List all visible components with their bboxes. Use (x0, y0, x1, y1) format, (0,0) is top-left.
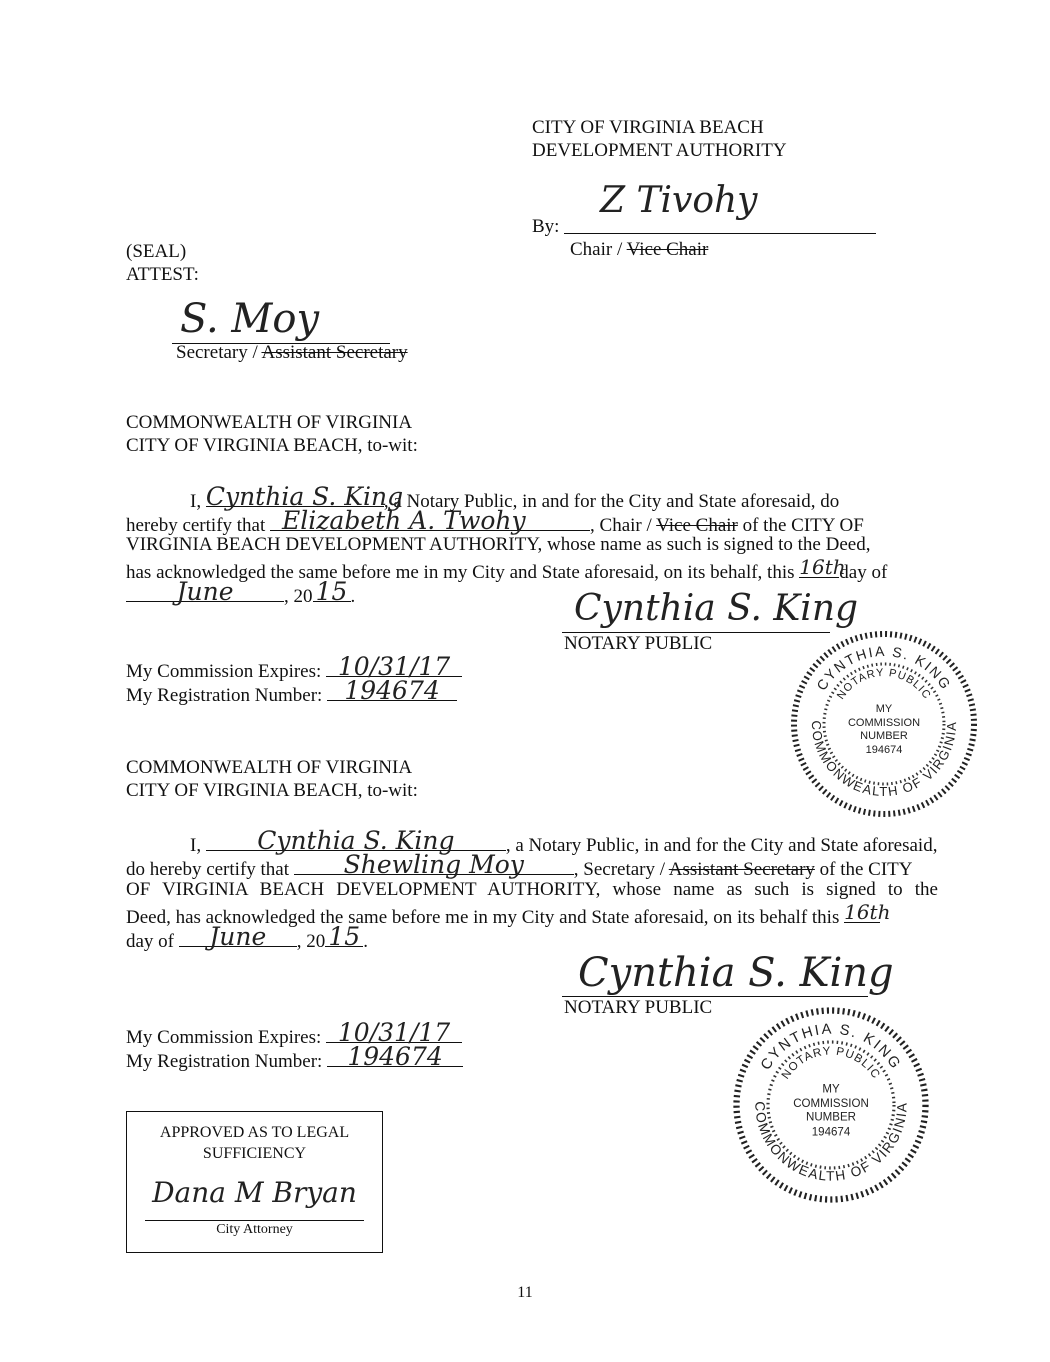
chair-title (570, 238, 708, 261)
seal1-number-label: NUMBER (860, 730, 908, 742)
ack2-day-of: day of (126, 931, 175, 952)
seal1-inner-arc: NOTARY PUBLIC (834, 666, 934, 702)
ack2-line5 (126, 922, 369, 953)
ack2-line4-text: Deed, has acknowledged the same before me in my City and State aforesaid, on its behalf this (126, 907, 840, 928)
ack1-line4-text: has acknowledged the same before me in my City and State aforesaid, on its behalf, this (126, 562, 795, 583)
ack2-commission-blank (326, 1018, 462, 1047)
ack1-text1: , a Notary Public, in and for the City and State aforesaid, do (383, 491, 840, 512)
ack2-notary-name: Cynthia S. King (257, 826, 455, 855)
seal2-my: MY (822, 1083, 840, 1096)
ack1-day: 16th (799, 555, 846, 579)
ack1-chair-text: , Chair / (590, 515, 657, 536)
seal1-commission: COMMISSION (847, 717, 921, 729)
ack1-registration-blank (327, 676, 457, 705)
ack1-of-city: of the CITY OF (737, 515, 864, 536)
ack2-commission-expires: 10/31/17 (337, 1018, 451, 1047)
ack2-notary-signature: Cynthia S. King (578, 950, 894, 996)
seal1-bottom-arc: COMMONWEALTH OF VIRGINIA (808, 720, 960, 800)
ack1-city: CITY OF VIRGINIA BEACH, to-wit: (126, 435, 418, 456)
svg-text:NOTARY PUBLIC (835, 667, 933, 702)
ack1-registration-row (126, 676, 457, 707)
secretary-title (176, 341, 408, 364)
approved-box (126, 1111, 383, 1253)
ack2-registration-number: 194674 (347, 1042, 443, 1071)
authority-name-line2: DEVELOPMENT AUTHORITY (532, 140, 787, 161)
ack2-i-label: I, (190, 835, 202, 856)
ack1-year-blank (313, 577, 351, 606)
by-label: By: (532, 216, 560, 237)
ack1-i-label: I, (190, 491, 202, 512)
ack1-registration-number: 194674 (344, 676, 440, 705)
ack1-month: June (176, 577, 234, 606)
ack2-day-blank (844, 900, 891, 924)
ack1-vice-chair-struck: Vice Chair (656, 515, 738, 536)
ack1-notary-name: Cynthia S. King (205, 482, 404, 511)
ack1-registration-label: My Registration Number: (126, 685, 323, 706)
page-number: 11 (517, 1284, 533, 1301)
ack1-year-prefix: , 20 (284, 586, 313, 607)
ack2-secretary-text: , Secretary / (573, 859, 669, 880)
ack1-day-of: day of (839, 562, 888, 583)
svg-text:NOTARY PUBLIC (780, 1045, 882, 1081)
ack1-hereby: hereby certify that (126, 515, 266, 536)
ack1-commonwealth: COMMONWEALTH OF VIRGINIA (126, 412, 413, 433)
seal1-number: 194674 (865, 744, 903, 756)
ack2-year-blank (325, 922, 363, 951)
ack2-year: 15 (328, 922, 361, 951)
ack2-registration-blank (327, 1042, 463, 1071)
notary-seal-2 (726, 1000, 936, 1210)
seal2-number-label: NUMBER (806, 1111, 856, 1124)
ack2-of-city: of the CITY (814, 859, 913, 880)
attest-label: ATTEST: (126, 264, 199, 285)
ack1-period: . (350, 586, 356, 607)
approved-line1: APPROVED AS TO LEGAL (159, 1124, 350, 1141)
seal2-bottom-arc: COMMONWEALTH OF VIRGINIA (752, 1101, 910, 1184)
ack2-asst-secretary-struck: Assistant Secretary (668, 859, 815, 880)
ack2-hereby: do hereby certify that (126, 859, 290, 880)
ack1-line5 (126, 577, 356, 608)
chair-label: Chair / (570, 239, 627, 260)
vice-chair-struck: Vice Chair (626, 239, 709, 260)
ack2-commission-label: My Commission Expires: (126, 1027, 322, 1048)
chair-signature-line (564, 233, 876, 234)
ack1-officer-name: Elizabeth A. Twohy (282, 506, 526, 535)
ack1-notary-signature: Cynthia S. King (574, 588, 859, 629)
ack2-notary-public-label: NOTARY PUBLIC (564, 997, 713, 1018)
authority-name-line1: CITY OF VIRGINIA BEACH (532, 117, 764, 138)
ack2-year-prefix: , 20 (296, 931, 326, 952)
ack2-line3: OF VIRGINIA BEACH DEVELOPMENT AUTHORITY, whose name as such is signed to the (126, 879, 938, 900)
ack1-officer-blank (270, 506, 590, 535)
ack2-registration-label: My Registration Number: (126, 1051, 323, 1072)
ack2-commonwealth: COMMONWEALTH OF VIRGINIA (126, 757, 413, 778)
seal2-inner-arc: NOTARY PUBLIC (779, 1045, 883, 1082)
ack2-month: June (209, 922, 267, 951)
ack2-period: . (363, 931, 369, 952)
ack1-notary-name-blank (205, 482, 404, 511)
chair-signature: Z Tivohy (600, 180, 758, 221)
ack2-day: 16th (844, 900, 891, 924)
city-attorney-label: City Attorney (216, 1222, 293, 1237)
city-attorney-signature: Dana M Bryan (152, 1176, 357, 1209)
ack2-registration-row (126, 1042, 463, 1073)
seal2-top-arc: CYNTHIA S. KING (757, 1021, 905, 1074)
asst-secretary-struck: Assistant Secretary (261, 342, 408, 363)
ack1-commission-blank (326, 652, 462, 681)
seal1-top-arc: CYNTHIA S. KING (813, 642, 955, 694)
secretary-signature: S. Moy (180, 296, 320, 342)
ack1-commission-expires: 10/31/17 (337, 652, 451, 681)
ack1-commission-label: My Commission Expires: (126, 661, 322, 682)
ack2-line2 (126, 850, 913, 881)
ack2-notary-name-blank (206, 826, 506, 855)
ack1-year: 15 (315, 577, 348, 606)
ack1-notary-public-label: NOTARY PUBLIC (564, 633, 713, 654)
seal-label: (SEAL) (126, 241, 187, 262)
seal2-number: 194674 (811, 1126, 851, 1139)
city-attorney-line (145, 1220, 364, 1221)
ack2-month-blank (179, 922, 297, 951)
ack1-line3: VIRGINIA BEACH DEVELOPMENT AUTHORITY, whose name as such is signed to the Deed, (126, 534, 871, 555)
approved-line2: SUFFICIENCY (202, 1145, 307, 1162)
ack2-text1: , a Notary Public, in and for the City and State aforesaid, (505, 835, 938, 856)
seal2-commission: COMMISSION (793, 1098, 869, 1111)
ack2-officer-name: Shewling Moy (343, 850, 524, 879)
ack1-month-blank (126, 577, 284, 606)
ack2-officer-blank (294, 850, 574, 879)
ack2-city: CITY OF VIRGINIA BEACH, to-wit: (126, 780, 418, 801)
ack1-day-blank (799, 555, 846, 579)
notary-seal-1 (784, 624, 984, 824)
seal1-my: MY (875, 703, 893, 715)
secretary-label: Secretary / (176, 342, 262, 363)
